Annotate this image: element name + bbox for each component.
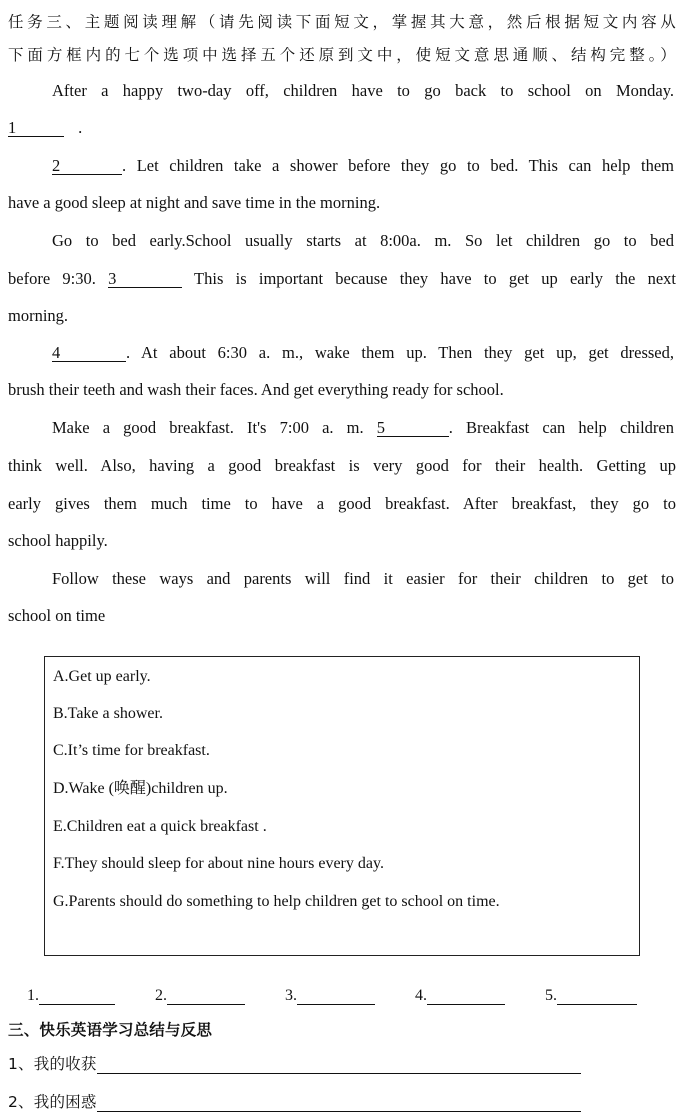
answer-2-line[interactable] [167,986,245,1005]
passage-p4-text: . At about 6:30 a. m., wake them up. Then they get up, get dressed, [126,343,674,362]
section3-item2 [8,1090,581,1112]
section3-item2-line[interactable] [97,1093,581,1112]
option-a: A.Get up early. [53,668,151,685]
passage-p2-line1 [52,156,674,176]
answer-3[interactable] [285,986,375,1005]
answer-1[interactable] [27,986,115,1005]
answer-5-label: 5. [545,987,557,1004]
section3-title: 三、快乐英语学习总结与反思 [8,1021,213,1039]
answer-4-line[interactable] [427,986,505,1005]
task-heading-line1: 任务三、主题阅读理解（请先阅读下面短文，掌握其大意，然后根据短文内容从 [8,13,676,31]
option-c: C.It’s time for breakfast. [53,742,210,759]
answer-4-label: 4. [415,987,427,1004]
option-g: G.Parents should do something to help children get to school on time. [53,893,500,910]
passage-p6-line2: school on time [8,606,106,625]
passage-p1-end: . [78,118,83,137]
passage-p5-line3: early gives them much time to have a good breakfast. After breakfast, they go to [8,494,676,513]
answer-5-line[interactable] [557,986,637,1005]
section3-item1 [8,1052,581,1074]
passage-p3-line2 [8,269,676,289]
task-heading-line2: 下面方框内的七个选项中选择五个还原到文中，使短文意思通顺、结构完整。） [8,46,676,64]
passage-p5-line1 [52,418,674,438]
passage-p3-line1: Go to bed early.School usually starts at 8:00a. m. So let children go to bed [52,231,674,250]
passage-p2-line2: have a good sleep at night and save time in the morning. [8,193,381,212]
answer-5[interactable] [545,986,637,1005]
blank-3: 3 [108,271,182,288]
answer-4[interactable] [415,986,505,1005]
passage-p1: After a happy two-day off, children have to go back to school on Monday. [52,81,674,100]
answer-2-label: 2. [155,987,167,1004]
passage-p5-line1-a: Make a good breakfast. It's 7:00 a. m. [52,418,364,437]
option-f: F.They should sleep for about nine hours every day. [53,855,384,872]
passage-p3-line2-a: before 9:30. [8,269,96,288]
passage-p5-line2: think well. Also, having a good breakfast is very good for their health. Getting up [8,456,676,475]
option-b: B.Take a shower. [53,705,163,722]
passage-p5-line4: school happily. [8,531,108,550]
section3-item1-label: 1、我的收获 [8,1055,97,1073]
answer-2[interactable] [155,986,245,1005]
blank-5: 5 [377,420,449,437]
answer-1-label: 1. [27,987,39,1004]
passage-p1-blank-line [8,118,82,138]
blank-2: 2 [52,158,122,175]
answer-3-line[interactable] [297,986,375,1005]
passage-p4-line2: brush their teeth and wash their faces. And get everything ready for school. [8,380,504,399]
blank-1: 1 [8,120,64,137]
answer-3-label: 3. [285,987,297,1004]
passage-p3-line3: morning. [8,306,69,325]
passage-p2-text: . Let children take a shower before they go to bed. This can help them [122,156,674,175]
passage-p3-line2-b: This is important because they have to get up early the next [194,269,676,288]
section3-item2-label: 2、我的困惑 [8,1093,97,1111]
option-e: E.Children eat a quick breakfast . [53,818,267,835]
passage-p4-line1 [52,343,674,363]
passage-p6-line1: Follow these ways and parents will find it easier for their children to get to [52,569,674,588]
passage-p5-line1-b: . Breakfast can help children [448,418,675,437]
answer-1-line[interactable] [39,986,115,1005]
blank-4: 4 [52,345,126,362]
option-d: D.Wake (唤醒)children up. [53,780,228,797]
section3-item1-line[interactable] [97,1055,581,1074]
